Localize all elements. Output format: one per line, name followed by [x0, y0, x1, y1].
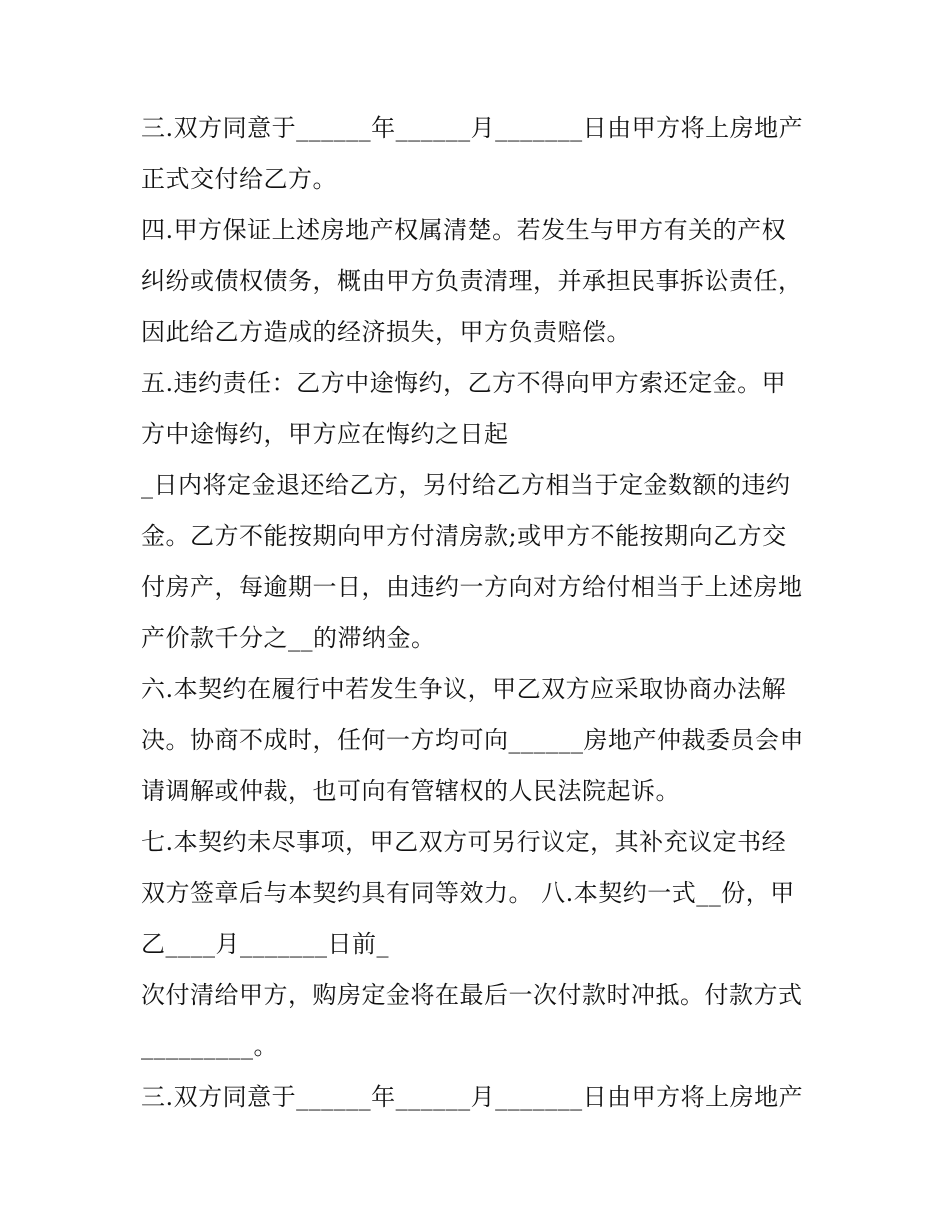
text-line: 六.本契约在履行中若发生争议，甲乙双方应采取协商办法解 — [141, 675, 787, 703]
text-line: 付房产，每逾期一日，由违约一方向对方给付相当于上述房地 — [141, 573, 803, 601]
text-line: 四.甲方保证上述房地产权属清楚。若发生与甲方有关的产权 — [141, 216, 787, 244]
text-line: _日内将定金退还给乙方，另付给乙方相当于定金数额的违约 — [141, 471, 791, 499]
text-line: 方中途悔约，甲方应在悔约之日起 — [141, 420, 509, 448]
text-line: 三.双方同意于______年______月_______日由甲方将上房地产 — [141, 1083, 804, 1111]
text-line: 三.双方同意于______年______月_______日由甲方将上房地产 — [141, 114, 804, 142]
text-line: 正式交付给乙方。 — [141, 165, 337, 193]
text-line: 七.本契约未尽事项，甲乙双方可另行议定，其补充议定书经 — [141, 828, 787, 856]
text-line: 双方签章后与本契约具有同等效力。 八.本契约一式__份，甲 — [141, 879, 795, 907]
text-line: 五.违约责任：乙方中途悔约，乙方不得向甲方索还定金。甲 — [141, 369, 787, 397]
text-line: 决。协商不成时，任何一方均可向______房地产仲裁委员会申 — [141, 726, 804, 754]
text-line: 纠纷或债权债务，概由甲方负责清理，并承担民事拆讼责任， — [141, 267, 803, 295]
text-line: 金。乙方不能按期向甲方付清房款;或甲方不能按期向乙方交 — [141, 522, 787, 550]
text-line: 产价款千分之__的滞纳金。 — [141, 624, 436, 652]
document-body — [141, 103, 821, 1123]
text-line: 请调解或仲裁，也可向有管辖权的人民法院起诉。 — [141, 777, 680, 805]
text-line: 乙____月_______日前_ — [141, 930, 389, 958]
text-line: 次付清给甲方，购房定金将在最后一次付款时冲抵。付款方式 — [141, 981, 803, 1009]
text-line: _________。 — [141, 1032, 278, 1060]
text-line: 因此给乙方造成的经济损失，甲方负责赔偿。 — [141, 318, 631, 346]
